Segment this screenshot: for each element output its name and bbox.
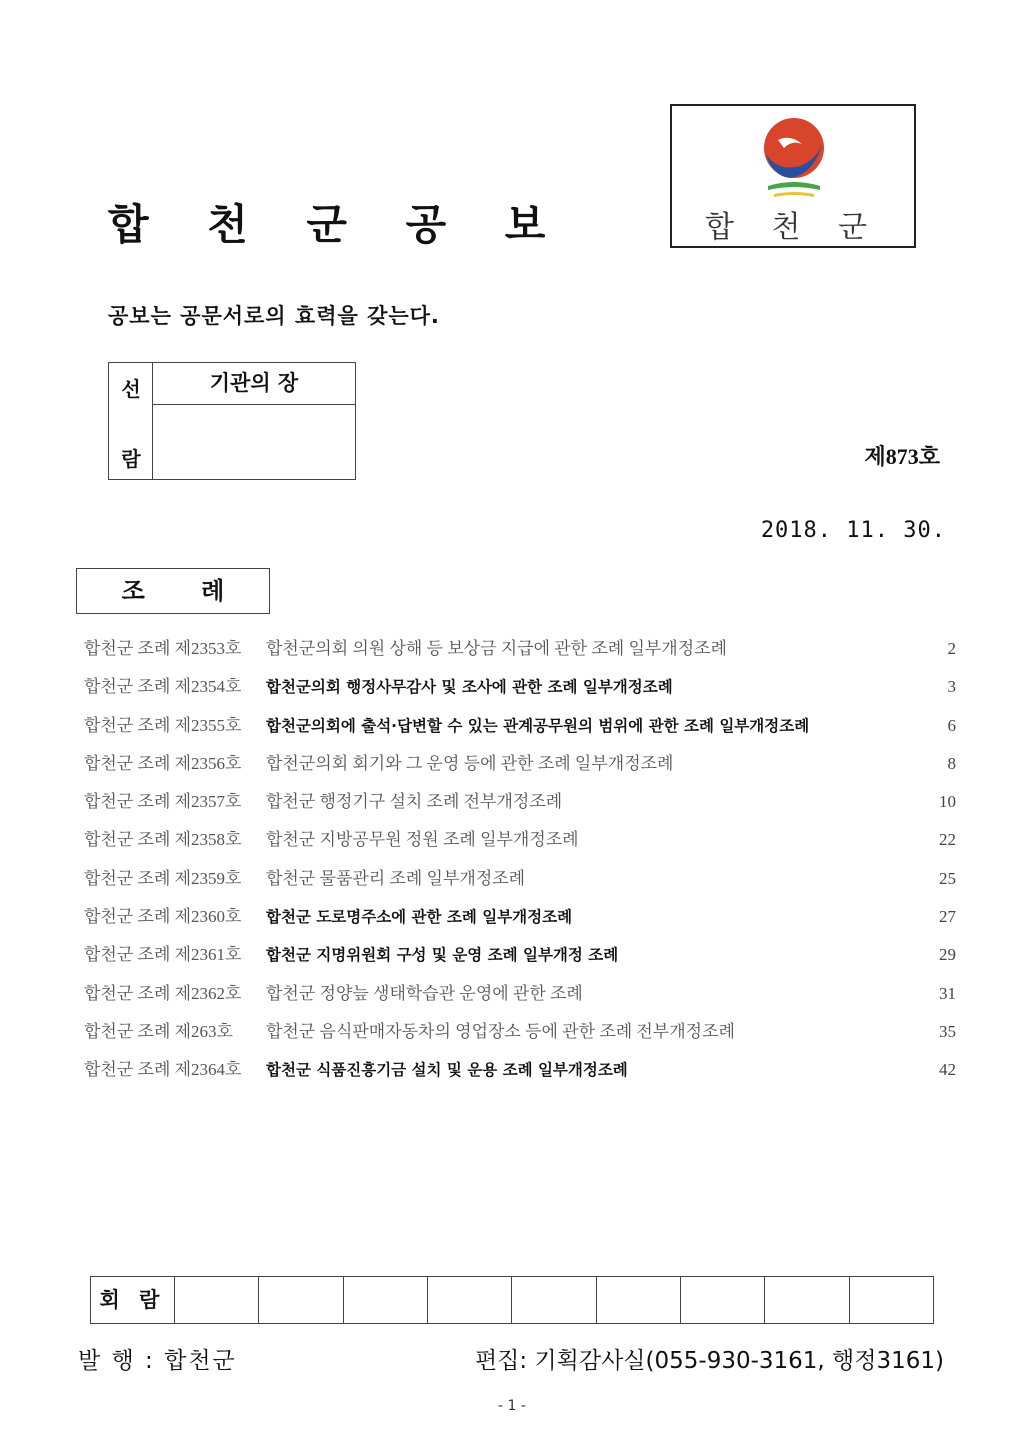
logo-text: 합 천 군 <box>704 210 881 245</box>
review-label-top: 선 <box>121 377 141 401</box>
circulation-cell <box>175 1277 259 1323</box>
circulation-cell <box>259 1277 343 1323</box>
toc-ordinance-title[interactable]: 합천군의회 의원 상해 등 보상금 지급에 관한 조례 일부개정조례 <box>266 639 727 658</box>
toc-row[interactable] <box>84 977 958 1015</box>
toc-row[interactable] <box>84 632 958 670</box>
editor-contact: 편집: 기획감사실(055-930-3161, 행정3161) <box>474 1348 944 1374</box>
toc-ordinance-number: 합천군 조례 제2356호 <box>84 753 242 773</box>
toc-ordinance-number: 합천군 조례 제263호 <box>84 1021 233 1041</box>
toc-ordinance-title[interactable]: 합천군 식품진흥기금 설치 및 운용 조례 일부개정조례 <box>266 1061 628 1080</box>
toc-ordinance-title[interactable]: 합천군의회에 출석·답변할 수 있는 관계공무원의 범위에 관한 조례 일부개정조례 <box>266 716 810 735</box>
toc-page-number: 31 <box>939 983 956 1003</box>
toc-page-number: 8 <box>947 753 956 773</box>
circulation-cell <box>597 1277 681 1323</box>
toc-ordinance-number: 합천군 조례 제2364호 <box>84 1060 242 1080</box>
toc-ordinance-number: 합천군 조례 제2353호 <box>84 639 242 658</box>
toc-page-number: 35 <box>939 1021 956 1041</box>
circulation-table <box>90 1276 934 1324</box>
toc-ordinance-number: 합천군 조례 제2357호 <box>84 792 242 812</box>
toc-row[interactable] <box>84 747 958 785</box>
toc-row[interactable] <box>84 823 958 861</box>
circulation-cell <box>850 1277 933 1323</box>
toc-row[interactable] <box>84 862 958 900</box>
circulation-cell <box>512 1277 596 1323</box>
toc-ordinance-number: 합천군 조례 제2358호 <box>84 830 242 850</box>
toc-ordinance-title[interactable]: 합천군 지명위원회 구성 및 운영 조례 일부개정 조례 <box>266 946 619 965</box>
circulation-label: 회 람 <box>91 1277 175 1323</box>
review-table <box>108 362 356 480</box>
toc-row[interactable] <box>84 785 958 823</box>
review-header: 기관의 장 <box>153 363 355 405</box>
issue-date: 2018. 11. 30. <box>760 518 946 543</box>
toc-page-number: 29 <box>939 945 956 965</box>
toc-ordinance-number: 합천군 조례 제2355호 <box>84 715 242 735</box>
toc-ordinance-title[interactable]: 합천군 정양늪 생태학습관 운영에 관한 조례 <box>266 983 583 1003</box>
toc-row[interactable] <box>84 900 958 938</box>
toc-ordinance-title[interactable]: 합천군 음식판매자동차의 영업장소 등에 관한 조례 전부개정조례 <box>266 1021 735 1041</box>
county-logo-box <box>670 104 916 248</box>
toc-row[interactable] <box>84 709 958 747</box>
toc-ordinance-number: 합천군 조례 제2361호 <box>84 945 242 965</box>
toc-ordinance-title[interactable]: 합천군의회 회기와 그 운영 등에 관한 조례 일부개정조례 <box>266 753 674 773</box>
toc-ordinance-title[interactable]: 합천군 물품관리 조례 일부개정조례 <box>266 868 526 888</box>
toc-page-number: 3 <box>947 677 956 697</box>
section-title: 조 례 <box>76 568 270 614</box>
review-label-column <box>109 363 153 479</box>
toc-ordinance-number: 합천군 조례 제2359호 <box>84 868 242 888</box>
circulation-cell <box>344 1277 428 1323</box>
circulation-cell <box>681 1277 765 1323</box>
circulation-cell <box>428 1277 512 1323</box>
circulation-cell <box>765 1277 849 1323</box>
toc-page-number: 27 <box>939 907 956 927</box>
toc-row[interactable] <box>84 1015 958 1053</box>
publisher: 발 행 : 합천군 <box>78 1348 237 1374</box>
toc-page-number: 22 <box>939 830 956 850</box>
county-emblem-icon <box>756 114 832 204</box>
toc-row[interactable] <box>84 1053 958 1091</box>
toc-page-number: 10 <box>939 792 956 812</box>
toc-page-number: 2 <box>947 639 956 658</box>
toc-row[interactable] <box>84 670 958 708</box>
toc-ordinance-number: 합천군 조례 제2362호 <box>84 983 242 1003</box>
toc-page-number: 25 <box>939 868 956 888</box>
toc-page-number: 6 <box>947 715 956 735</box>
review-label-bottom: 람 <box>121 447 141 471</box>
toc-page-number: 42 <box>939 1060 956 1080</box>
toc-ordinance-number: 합천군 조례 제2354호 <box>84 677 242 697</box>
review-sign-cell <box>153 405 355 479</box>
table-of-contents <box>84 632 958 1092</box>
toc-row[interactable] <box>84 938 958 976</box>
toc-ordinance-number: 합천군 조례 제2360호 <box>84 907 242 927</box>
bulletin-title: 합 천 군 공 보 <box>108 200 568 249</box>
toc-ordinance-title[interactable]: 합천군 지방공무원 정원 조례 일부개정조례 <box>266 830 579 850</box>
toc-ordinance-title[interactable]: 합천군 행정기구 설치 조례 전부개정조례 <box>266 792 563 812</box>
toc-ordinance-title[interactable]: 합천군의회 행정사무감사 및 조사에 관한 조례 일부개정조례 <box>266 678 673 697</box>
legal-note: 공보는 공문서로의 효력을 갖는다. <box>108 304 440 328</box>
issue-number: 제873호 <box>864 444 940 469</box>
toc-ordinance-title[interactable]: 합천군 도로명주소에 관한 조례 일부개정조례 <box>266 908 573 927</box>
page-number: - 1 - <box>498 1398 526 1414</box>
